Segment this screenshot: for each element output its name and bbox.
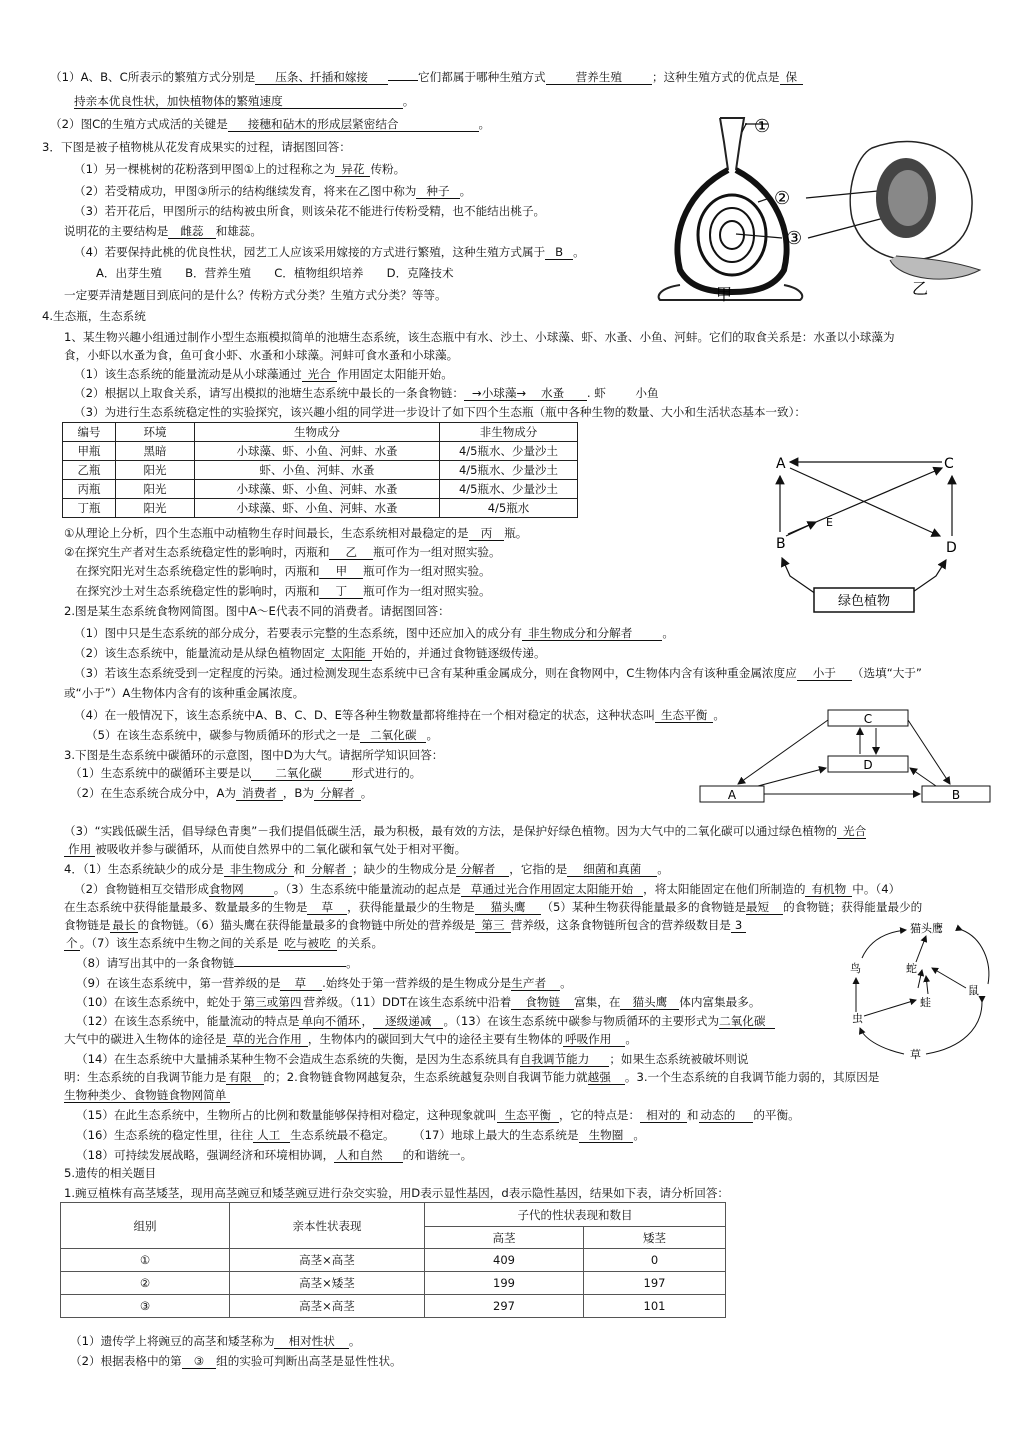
q2-line-3: （2）图C的生殖方式成活的关键是 接穗和砧木的形成层紧密结合 。 <box>50 117 491 131</box>
q3-s4: （4）若要保持此桃的优良性状，园艺工人应该采用嫁接的方式进行繁殖，这种生殖方式属于 B 。 <box>74 245 585 259</box>
q4b-l15: （16）生态系统的稳定性里，往往 人工 生态系统最不稳定。 （17）地球上最大的生态系统是 生物圈 。 <box>76 1128 645 1142</box>
header-offspring: 子代的性状表现和数目 <box>425 1203 726 1227</box>
q5-s2: （2）根据表格中的第 ③ 组的实验可判断出高茎是显性性状。 <box>70 1354 402 1368</box>
carbon-cycle-diagram <box>696 706 996 806</box>
q5-intro: 1.豌豆植株有高茎矮茎，现用高茎豌豆和矮茎豌豆进行杂交实验，用D表示显性基因，d表示隐性基因，结果如下表，请分析回答： <box>64 1186 730 1200</box>
q4-p2-title: 2.图是某生态系统食物网简图。图中A～E代表不同的消费者。请据图回答： <box>64 604 450 618</box>
mouse: 鼠 <box>968 984 979 997</box>
label-2: ② <box>774 188 791 209</box>
q4-p3-s3: （3）“实践低碳生活，倡导绿色青奥”－我们提倡低碳生活，最为积极，最有效的方法，是保护好绿色植物。因为大气中的二氧化碳可以通过绿色植物的 光合 <box>64 824 867 838</box>
q4-p1-line2: 食，小虾以水蚤为食，鱼可食小虾、水蚤和小球藻。河蚌可食水蚤和小球藻。 <box>64 348 459 362</box>
caption-jia: 甲 <box>716 285 733 302</box>
q4-title: 4.生态瓶，生态系统 <box>42 309 146 323</box>
node-B: B <box>776 536 786 552</box>
q4-p3-s1: （1）生态系统中的碳循环主要是以 二氧化碳 形式进行的。 <box>70 766 422 780</box>
q4b-l6: （8）请写出其中的一条食物链 。 <box>76 956 358 970</box>
q4-p2-s1: （1）图中只是生态系统的部分成分，若要表示完整的生态系统，图中还应加入的成分有 非生物成分和分解者 。 <box>74 626 674 640</box>
table-row: 丙瓶 阳光 小球藻、虾、小鱼、河蚌、水蚤 4/5瓶水、少量沙土 <box>63 480 578 499</box>
table-row: 乙瓶 阳光 虾、小鱼、河蚌、水蚤 4/5瓶水、少量沙土 <box>63 461 578 480</box>
q3-options: A．出芽生殖 B．营养生殖 C．植物组织培养 D．克隆技术 <box>96 266 454 280</box>
node-A: A <box>776 456 786 472</box>
q4-p1-s2: （2）根据以上取食关系，请写出模拟的池塘生态系统中最长的一条食物链： →小球藻→ 水蚤 . 虾 小鱼 <box>74 386 659 400</box>
q3-s3b: 说明花的主要结构是 雌蕊 和雄蕊。 <box>64 224 262 238</box>
label-1: ① <box>754 116 771 137</box>
table-row: ② 高茎×矮茎 199 197 <box>61 1272 726 1295</box>
q3-title: 3．下图是被子植物桃从花发育成果实的过程，请据图回答： <box>42 140 351 154</box>
table-row: 甲瓶 黑暗 小球藻、虾、小鱼、河蚌、水蚤 4/5瓶水、少量沙土 <box>63 442 578 461</box>
plant-box: 绿色植物 <box>837 594 891 609</box>
header-tall: 高茎 <box>425 1227 584 1249</box>
q4-p2-s3d: 或“小于”）A生物体内含有的该种重金属浓度。 <box>64 686 305 700</box>
node-D: D <box>946 540 957 556</box>
q4b-l12: 明：生态系统的自我调节能力是 有限 的；2.食物链食物网越复杂，生态系统越复杂则自我调节能力就越强 。3.一个生态系统的自我调节能力弱的，其原因是 <box>64 1070 880 1084</box>
q4b-l5: 个 。（7）该生态系统中生物之间的关系是 吃与被吃 的关系。 <box>66 936 384 950</box>
q4b-l1: 4．（1）生态系统缺少的成分是 非生物成分 和 分解者 ；缺少的生物成分是 分解者 ，它指的是 细菌和真菌 。 <box>64 862 669 876</box>
header-short: 矮茎 <box>584 1227 726 1249</box>
q4b-l8: （10）在该生态系统中，蛇处于 第三或第四 营养级。（11）DDT在该生态系统中沿着 食物链 富集，在 猫头鹰 体内富集最多。 <box>76 995 761 1009</box>
q4-p3-title: 3.下图是生态系统中碳循环的示意图，图中D为大气。请据所学知识回答： <box>64 748 444 762</box>
q4-p2-s3: （3）若该生态系统受到一定程度的污染。通过检测发现生态系统中已含有某种重金属成分，则在食物网中，C生物体内含有该种重金属浓度应 小于 （选填“大于” <box>74 666 922 680</box>
flower-pistil-drawing <box>659 118 803 300</box>
genetics-table <box>60 1202 726 1318</box>
q4b-l7: （9）在该生态系统中，第一营养级的是 草 .始终处于第一营养级的是生物成分是生产者 。 <box>76 976 572 990</box>
carbon-node-A: A <box>727 788 737 802</box>
q4-p3-s3b: 作用 被吸收并参与碳循环，从而使自然界中的二氧化碳和氧气处于相对平衡。 <box>64 842 466 857</box>
q3-note: 一定要弄清楚题目到底问的是什么？传粉方式分类？生殖方式分类？等等。 <box>64 288 447 302</box>
table-row: ① 高茎×高茎 409 0 <box>61 1249 726 1272</box>
insect: 虫 <box>852 1012 863 1025</box>
q4-p2-s5: （5）在该生态系统中，碳参与物质循环的形式之一是 二氧化碳 。 <box>86 728 439 742</box>
q4b-l11: （14）在生态系统中大量捕杀某种生物不会造成生态系统的失衡，是因为生态系统具有自我调节能力 ；如果生态系统被破坏则说 <box>76 1052 749 1066</box>
food-web-diagram <box>760 448 980 618</box>
q4-p1-line1: 1、某生物兴趣小组通过制作小型生态瓶模拟简单的池塘生态系统，该生态瓶中有水、沙土、小球藻、虾、水蚤、小鱼、河蚌。它们的取食关系是：水蚤以小球藻为 <box>64 330 895 344</box>
caption-yi: 乙 <box>912 279 929 298</box>
q4-c4: 在探究沙土对生态系统稳定性的影响时，丙瓶和 丁 瓶可作为一组对照实验。 <box>76 584 491 598</box>
carbon-node-B: B <box>951 788 961 802</box>
q4b-l14: （15）在此生态系统中，生物所占的比例和数量能够保持相对稳定，这种现象就叫 生态平衡 ，它的特点是： 相对的 和 动态的 的平衡。 <box>76 1108 800 1122</box>
q4b-l2: （2）食物链相互交错形成食物网 。（3）生态系统中能量流动的起点是 草通过光合作用固定太阳能开始 ，将太阳能固定在他们所制造的 有机物 中。（4） <box>74 882 901 896</box>
header-group: 组别 <box>61 1203 230 1249</box>
q4b-l9: （12）在该生态系统中，能量流动的特点是 单向不循环 ， 逐级递减 。（13）在该生态系统中碳参与物质循环的主要形式为二氧化碳 <box>76 1014 775 1029</box>
node-E: E <box>826 516 833 529</box>
q4b-l16: （18）可持续发展战略，强调经济和环境相协调， 人和自然 的和谐统一。 <box>76 1148 473 1162</box>
frog: 蛙 <box>920 996 931 1009</box>
owl: 猫头鹰 <box>910 922 943 935</box>
peach-fruit-drawing <box>850 141 980 279</box>
table-row: ③ 高茎×高茎 297 101 <box>61 1295 726 1318</box>
q4-p3-s2: （2）在生态系统合成分中，A为 消费者 ，B为 分解者 。 <box>70 786 373 800</box>
jar-table <box>62 422 578 518</box>
q5-title: 5.遗传的相关题目 <box>64 1166 157 1180</box>
jar-table-header: 编号 环境 生物成分 非生物成分 <box>63 423 578 442</box>
q4b-l13: 生物种类少、食物链食物网简单 <box>64 1088 230 1103</box>
q4b-l4: 食物链是 最长 的食物链。（6）猫头鹰在获得能量最多的食物链中所处的营养级是 第三 营养级，这条食物链所包含的营养级数目是 3 <box>64 918 746 933</box>
q3-s1: （1）另一棵桃树的花粉落到甲图①上的过程称之为 异花 传粉。 <box>74 162 406 176</box>
q4-c2: ②在探究生产者对生态系统稳定性的影响时，丙瓶和 乙 瓶可作为一组对照实验。 <box>64 545 501 559</box>
q4-p2-s2: （2）该生态系统中，能量流动是从绿色植物固定 太阳能 开始的，并通过食物链逐级传递。 <box>74 646 546 660</box>
q3-s2: （2）若受精成功，甲图③所示的结构继续发育，将来在乙图中称为 种子 。 <box>74 184 472 198</box>
food-web-circle-diagram <box>842 918 1010 1064</box>
label-3: ③ <box>786 228 803 249</box>
carbon-node-D: D <box>863 758 873 772</box>
bird: 鸟 <box>850 962 861 975</box>
q4-p2-s4: （4）在一般情况下，该生态系统中A、B、C、D、E等各种生物数量都将维持在一个相对稳定的状态，这种状态叫 生态平衡 。 <box>74 708 725 722</box>
node-C: C <box>944 456 954 472</box>
snake: 蛇 <box>906 962 917 975</box>
q4-p1-s1: （1）该生态系统的能量流动是从小球藻通过 光合 作用固定太阳能开始。 <box>74 367 453 381</box>
carbon-node-C: C <box>863 712 873 726</box>
q5-s1: （1）遗传学上将豌豆的高茎和矮茎称为 相对性状 。 <box>70 1334 361 1348</box>
q4-c1: ①从理论上分析，四个生态瓶中动植物生存时间最长，生态系统相对最稳定的是 丙 瓶。 <box>64 526 528 540</box>
table-row: 丁瓶 阳光 小球藻、虾、小鱼、河蚌、水蚤 4/5瓶水 <box>63 499 578 518</box>
header-parent: 亲本性状表现 <box>230 1203 425 1249</box>
q4b-l3: 在生态系统中获得能量最多、数量最多的生物是 草 ，获得能量最少的生物是 猫头鹰 （5）某种生物获得能量最多的食物链是最短 的食物链；获得能量最少的 <box>64 900 923 914</box>
q4b-l10: 大气中的碳进入生物体的途径是 草的光合作用 ，生物体内的碳回到大气中的途径主要有生物体的 呼吸作用 。 <box>64 1032 637 1046</box>
flower-fruit-figure <box>650 110 1010 302</box>
grass: 草 <box>910 1048 921 1061</box>
q2-line-1: （1）A、B、C所表示的繁殖方式分别是 压条、扦插和嫁接 它们都属于哪种生殖方式 营养生殖 ；这种生殖方式的优点是 保 <box>50 70 803 85</box>
q4-p1-s3: （3）为进行生态系统稳定性的实验探究，该兴趣小组的同学进一步设计了如下四个生态瓶（瓶中各种生物的数量、大小和生活状态基本一致）： <box>74 405 806 419</box>
q4-c3: 在探究阳光对生态系统稳定性的影响时，丙瓶和 甲 瓶可作为一组对照实验。 <box>76 564 491 578</box>
q3-s3: （3）若开花后，甲图所示的结构被虫所食，则该朵花不能进行传粉受精，也不能结出桃子。 <box>74 204 546 218</box>
q2-line-2: 持亲本优良性状，加快植物体的繁殖速度 。 <box>74 94 415 108</box>
